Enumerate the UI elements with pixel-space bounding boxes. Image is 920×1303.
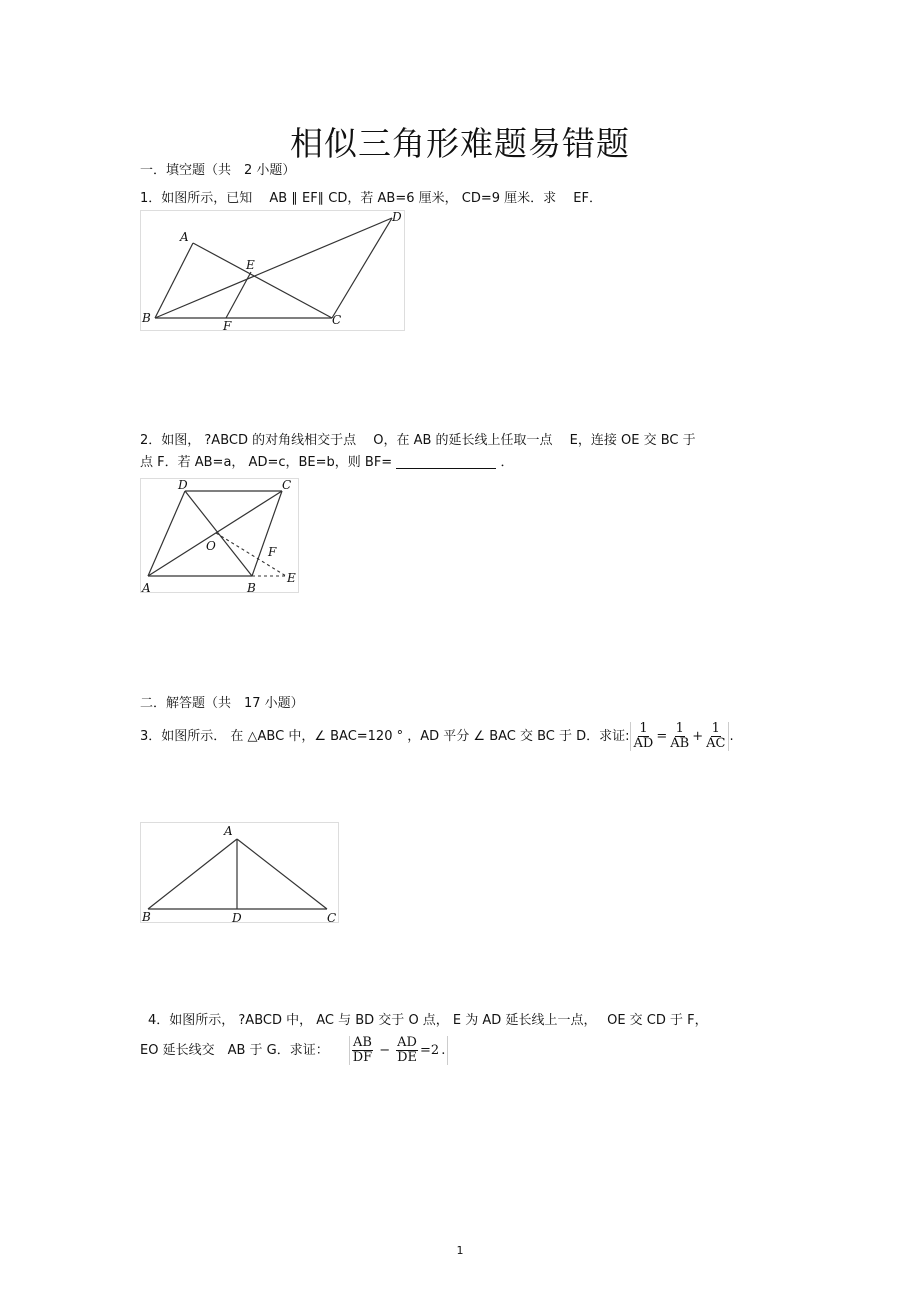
question-2-text-line2 [140,454,513,472]
segment-bd [155,218,392,318]
equals-sign: = [656,728,668,744]
point-label-d: D [178,478,188,492]
segment-ac [193,243,332,318]
formula-q3 [630,722,730,751]
point-label-d: D [392,210,402,224]
diagonal-ac [148,491,282,576]
formula-q4 [349,1036,449,1065]
point-label-d: D [232,911,242,925]
point-label-c: C [327,911,337,925]
point-label-a: A [142,581,151,595]
denominator: AB [670,736,690,751]
segment-cd [332,218,392,318]
page-title: 相似三角形难题易错题 [290,124,630,163]
question-3-figure [140,822,342,926]
numerator: 1 [639,721,648,736]
diagonal-bd [185,491,252,576]
segment-ab [155,243,193,318]
segment-ad [148,491,185,576]
point-label-f: F [268,545,277,559]
fraction-1-over-ad [633,722,655,751]
point-label-f: F [223,319,232,333]
point-label-e: E [287,571,296,585]
point-label-a: A [180,230,189,244]
fraction-1-over-ab [669,722,690,751]
question-4-statement: EO 延长线交 AB 于 G．求证： [140,1042,329,1058]
question-1-figure [140,210,406,334]
point-label-b: B [142,311,151,325]
fraction-ad-over-de [396,1036,418,1065]
question-2-prefix: 点 F．若 AB=a， AD=c，BE=b，则 BF= [140,455,393,470]
denominator: AC [706,736,726,751]
segment-ac [237,839,327,909]
point-label-a: A [224,824,233,838]
equals-two: =2 [420,1042,440,1058]
point-label-o: O [206,539,216,553]
question-2-figure [140,478,302,596]
point-label-e: E [246,258,255,272]
question-4-text-line2 [140,1036,448,1065]
section-heading-fill-in: 一．填空题（共 2 小题） [140,163,296,178]
point-label-b: B [247,581,256,595]
formula-period: . [729,728,734,744]
question-3-text [140,722,734,751]
numerator: 1 [711,721,720,736]
segment-cb [252,491,282,576]
minus-sign: − [379,1042,391,1058]
page-number: 1 [456,1244,464,1257]
denominator: DF [352,1050,373,1065]
denominator: AD [633,736,654,751]
answer-blank [396,456,496,469]
point-label-b: B [142,910,151,924]
question-4-text-line1: 4．如图所示， ?ABCD 中， AC 与 BD 交于 O 点， E 为 AD 延长线上一点， OE 交 CD 于 F， [148,1013,708,1028]
denominator: DE [397,1050,418,1065]
plus-sign: + [692,728,704,744]
question-2-suffix: ． [500,455,514,470]
point-label-c: C [282,478,292,492]
numerator: 1 [675,721,684,736]
question-3-statement: 3．如图所示． 在 △ABC 中，∠ BAC=120 ° ，AD 平分 ∠ BAC 交 BC 于 D．求证: [140,728,630,744]
segment-ef [226,272,251,318]
point-label-c: C [332,313,342,327]
formula-period: . [441,1042,446,1058]
fraction-1-over-ac [705,722,726,751]
segment-ab [148,839,237,909]
numerator: AB [352,1035,372,1050]
section-heading-answer: 二．解答题（共 17 小题） [140,696,304,711]
question-1-text: 1．如图所示，已知 AB ∥ EF∥ CD，若 AB=6 厘米， CD=9 厘米．求 EF． [140,191,602,206]
question-2-text-line1: 2．如图， ?ABCD 的对角线相交于点 O，在 AB 的延长线上任取一点 E，连接 OE 交 BC 于 [140,433,696,448]
numerator: AD [397,1035,417,1050]
fraction-ab-over-df [352,1036,373,1065]
